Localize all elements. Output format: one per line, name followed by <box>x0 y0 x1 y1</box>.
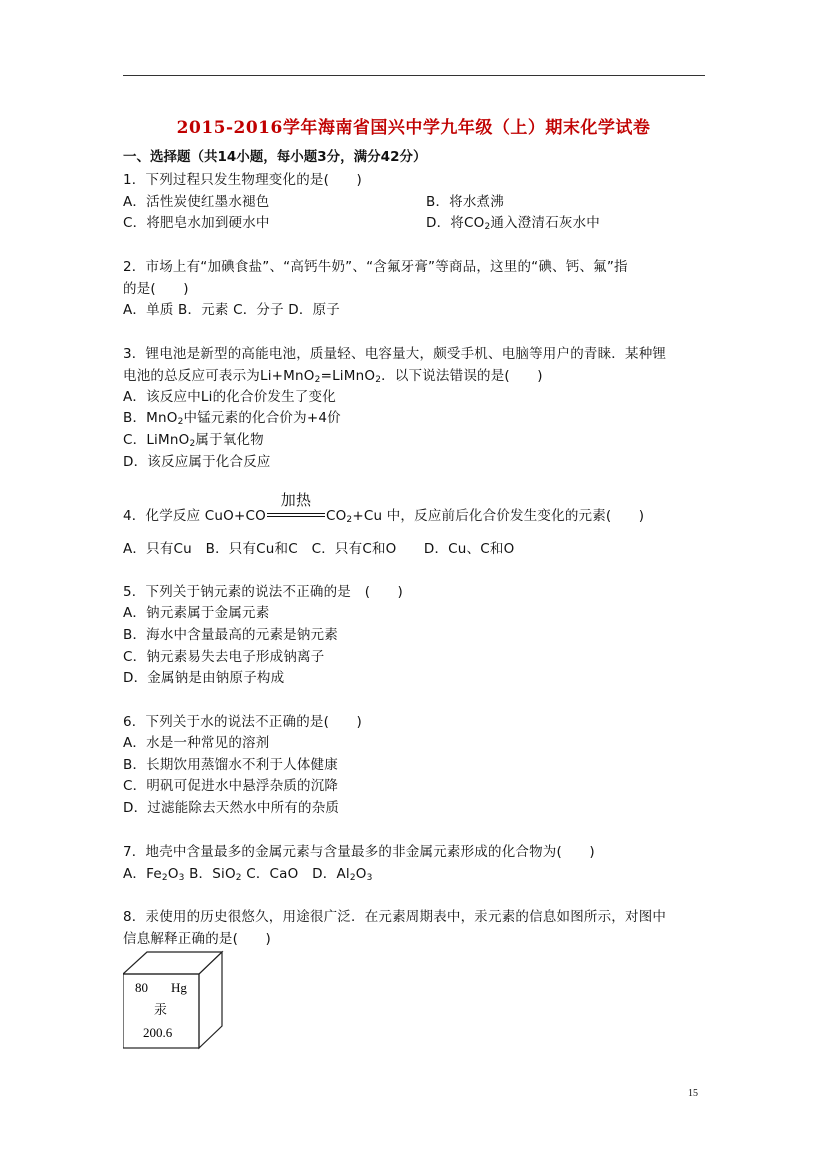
cube-top-face <box>123 952 222 974</box>
question-1-options-row1 <box>123 190 504 210</box>
question-6-option-d: D．过滤能除去天然水中所有的杂质 <box>123 800 340 816</box>
question-3-stem-line2: 电池的总反应可表示为Li+MnO$_2$=LiMnO$_2$．以下说法错误的是( ) <box>123 368 543 385</box>
reaction-condition: 加热 <box>280 491 312 509</box>
section-heading: 一、选择题（共14小题，每小题3分，满分42分） <box>123 149 427 165</box>
question-5-option-a: A．钠元素属于金属元素 <box>123 605 270 621</box>
question-8-stem-line2: 信息解释正确的是( ) <box>123 931 271 947</box>
option-d: D．将$CO_2$通入澄清石灰水中 <box>426 215 600 232</box>
question-3-option-a: A．该反应中Li的化合价发生了变化 <box>123 389 336 405</box>
question-6-stem: 6．下列关于水的说法不正确的是( ) <box>123 714 362 730</box>
option-c: C．将肥皂水加到硬水中 <box>123 215 270 231</box>
header-rule <box>123 75 705 76</box>
question-7-stem: 7．地壳中含量最多的金属元素与含量最多的非金属元素形成的化合物为( ) <box>123 844 595 860</box>
atomic-mass: 200.6 <box>143 1025 173 1040</box>
question-8-stem-line1: 8．汞使用的历史很悠久，用途很广泛．在元素周期表中，汞元素的信息如图所示，对图中 <box>123 909 667 925</box>
page-number: 15 <box>688 1088 698 1099</box>
atomic-number: 80 <box>135 980 148 995</box>
question-1-options-row2 <box>123 211 600 232</box>
question-5-option-b: B．海水中含量最高的元素是钠元素 <box>123 627 338 643</box>
question-6-option-b: B．长期饮用蒸馏水不利于人体健康 <box>123 757 338 773</box>
element-name: 汞 <box>154 1003 168 1018</box>
option-a: A．活性炭使红墨水褪色 <box>123 194 270 210</box>
question-5-option-d: D．金属钠是由钠原子构成 <box>123 670 285 686</box>
question-6-option-a: A．水是一种常见的溶剂 <box>123 735 270 751</box>
question-1-stem: 1．下列过程只发生物理变化的是( ) <box>123 172 362 188</box>
question-4-stem: 4．化学反应 CuO+CO 加热 $CO_2+Cu$ 中，反应前后化合价发生变化的元素( ) <box>123 491 645 525</box>
question-5-option-c: C．钠元素易失去电子形成钠离子 <box>123 649 325 665</box>
page-title: 2015-2016学年海南省国兴中学九年级（上）期末化学试卷 <box>176 118 651 138</box>
question-7-options: A．$Fe_2O_3$ B．SiO$_2$ C．CaO D．$Al_2O_3$ <box>123 866 373 883</box>
element-symbol: Hg <box>171 980 187 995</box>
question-5-stem: 5．下列关于钠元素的说法不正确的是 ( ) <box>123 584 404 600</box>
element-card-figure <box>123 950 225 1050</box>
question-6-option-c: C．明矾可促进水中悬浮杂质的沉降 <box>123 778 339 794</box>
question-2-stem-line2: 的是( ) <box>123 281 189 297</box>
question-2-stem-line1: 2．市场上有“加碘食盐”、“高钙牛奶”、“含氟牙膏”等商品，这里的“碘、钙、氟”指 <box>123 259 628 275</box>
question-3-option-b: B．MnO$_2$中锰元素的化合价为+4价 <box>123 410 341 427</box>
question-4-options: A．只有Cu B．只有Cu和C C．只有C和O D．Cu、C和O <box>123 541 515 557</box>
question-3-stem-line1: 3．锂电池是新型的高能电池，质量轻、电容量大，颇受手机、电脑等用户的青睐．某种锂 <box>123 346 667 362</box>
question-3-option-c: C．LiMnO$_2$属于氧化物 <box>123 432 264 449</box>
option-b: B．将水煮沸 <box>426 194 504 210</box>
cube-side-face <box>199 952 222 1048</box>
reaction-arrow <box>267 491 325 523</box>
question-3-option-d: D．该反应属于化合反应 <box>123 454 271 470</box>
question-2-options: A．单质 B．元素 C．分子 D．原子 <box>123 302 340 318</box>
